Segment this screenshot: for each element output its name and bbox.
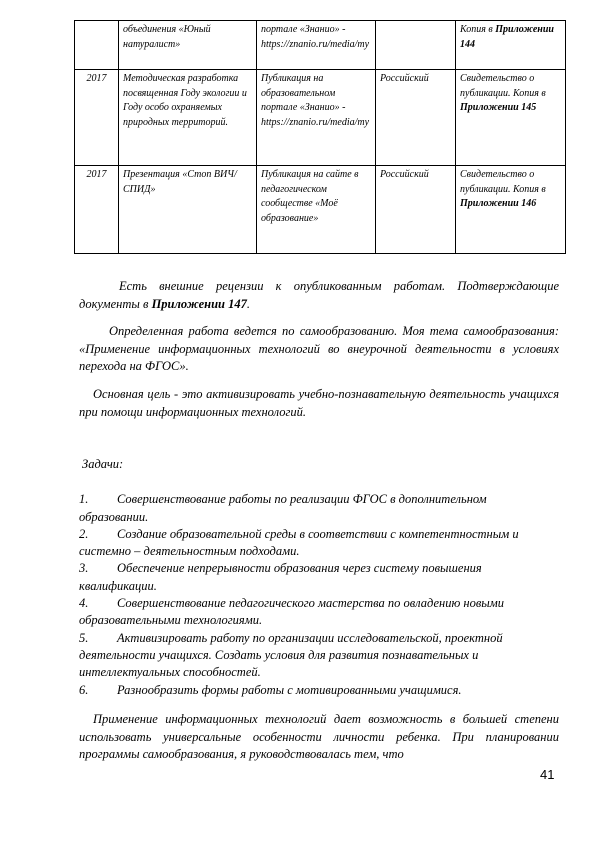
publication-cell: Публикация на сайте в педагогическом сообществе «Моё образование» <box>257 166 376 254</box>
task-text: Обеспечение непрерывности образования через систему повышения квалификации. <box>79 561 482 593</box>
table-row <box>75 21 566 70</box>
reviews-paragraph <box>79 278 559 313</box>
task-text: Создание образовательной среды в соответствии с компетентностным и системно – деятельностным подходами. <box>79 526 519 559</box>
certificate-text: Копия в <box>460 24 493 35</box>
appendix-ref: Приложении 144 <box>460 24 554 50</box>
tasks-section <box>79 456 559 699</box>
task-text: Совершенствование педагогического мастерства по овладению новыми образовательными технологиями. <box>79 596 504 628</box>
list-item <box>79 630 559 682</box>
publication-cell: Публикация на образовательном портале «Знанио» - https://znanio.ru/media/my <box>257 70 376 166</box>
certificate-cell <box>456 70 566 166</box>
list-item <box>79 560 559 595</box>
task-number: 2. <box>79 526 89 541</box>
reviews-end: . <box>246 296 250 311</box>
reviews-text: Есть внешние рецензии к опубликованным работам. Подтверждающие документы в <box>79 279 559 311</box>
task-number: 5. <box>79 630 89 645</box>
list-item <box>79 595 559 630</box>
title-cell: Презентация «Стоп ВИЧ/СПИД» <box>119 166 257 254</box>
certificate-cell <box>456 166 566 254</box>
task-number: 3. <box>79 561 89 576</box>
appendix-ref: Приложении 145 <box>460 102 537 113</box>
goal-paragraph: Основная цель - это активизировать учебно-познавательную деятельность учащихся при помощи информационных технологий. <box>79 387 559 419</box>
task-number: 1. <box>79 492 89 507</box>
title-cell: Методическая разработка посвященная Году экологии и Году особо охраняемых природных территорий. <box>119 70 257 166</box>
level-cell: Российский <box>376 70 456 166</box>
table-row <box>75 166 566 254</box>
certificate-text: Свидетельство о публикации. Копия в <box>460 169 546 195</box>
tasks-heading: Задачи: <box>82 457 124 471</box>
task-text: Совершенствование работы по реализации ФГОС в дополнительном образовании. <box>79 492 487 524</box>
certificate-text: Свидетельство о публикации. Копия в <box>460 73 546 99</box>
list-item <box>79 526 559 561</box>
publication-cell: портале «Знанио» - https://znanio.ru/media/my <box>257 21 376 70</box>
task-text: Разнообразить формы работы с мотивированными учащимися. <box>117 682 462 697</box>
level-cell <box>376 21 456 70</box>
level-cell: Российский <box>376 166 456 254</box>
closing-paragraph: Применение информационных технологий дает возможность в большей степени использовать универсальные особенности личности ребенка. При планировании программы самообразования, я руководствовалась тем, что <box>79 712 559 761</box>
list-item <box>79 491 559 526</box>
certificate-cell <box>456 21 566 70</box>
task-number: 6. <box>79 682 89 697</box>
page-number: 41 <box>540 767 555 782</box>
self-education-paragraph: Определенная работа ведется по самообразованию. Моя тема самообразования: «Применение информационных технологий во внеурочной деятельности в условиях перехода на ФГОС». <box>79 324 559 373</box>
appendix-ref: Приложении 146 <box>460 198 537 209</box>
publications-table <box>74 20 566 254</box>
list-item <box>79 682 559 699</box>
year-cell: 2017 <box>75 70 119 166</box>
task-number: 4. <box>79 596 89 611</box>
appendix-ref: Приложении 147 <box>151 296 247 311</box>
year-cell: 2017 <box>75 166 119 254</box>
title-cell: объединения «Юный натуралист» <box>119 21 257 70</box>
task-text: Активизировать работу по организации исследовательской, проектной деятельности учащихся. Создать условия для развития познавательных и интеллектуальных способностей. <box>79 630 503 680</box>
year-cell <box>75 21 119 70</box>
table-row <box>75 70 566 166</box>
